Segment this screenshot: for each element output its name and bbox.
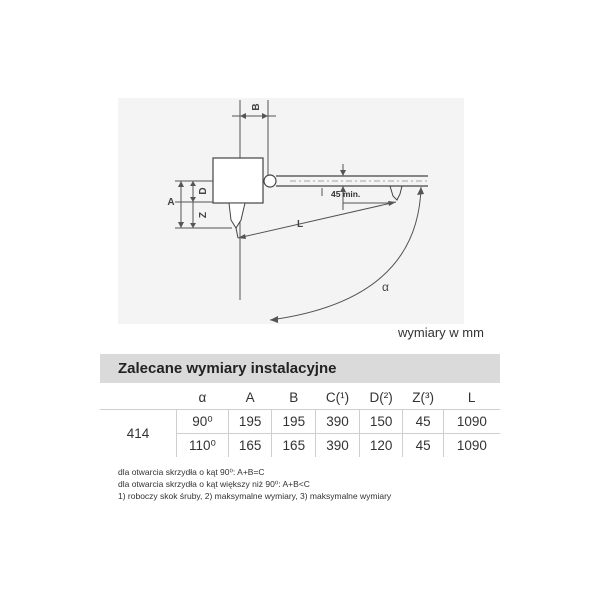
header-c: C(¹) [325,390,350,405]
units-note: wymiary w mm [398,325,484,340]
table-title-bar [100,354,500,383]
table-cell: 195 [272,410,316,434]
b-label: B [251,103,262,111]
table-cell: 165 [228,434,272,458]
header-z: Z(³) [412,390,434,405]
footnote-line: dla otwarcia skrzydła o kąt 90⁰: A+B=C [118,467,265,477]
table-cell: 110⁰ [177,434,229,458]
table-cell: 390 [316,434,360,458]
footnotes [118,466,391,502]
dimensions-table [100,386,500,457]
table-cell: 45 [403,434,443,458]
motor-housing [213,158,263,203]
table-cell: 120 [359,434,403,458]
table-title: Zalecane wymiary instalacyjne [118,360,337,377]
a-label: A [167,197,175,208]
l-label: L [296,219,304,230]
header-b: B [289,390,299,405]
footnote-line: 1) roboczy skok śruby, 2) maksymalne wymiary, 3) maksymalne wymiary [118,491,392,501]
diagram-background [118,98,464,324]
d-label: D [198,187,209,195]
table-cell: 45 [403,410,443,434]
min-label: 45 min. [331,189,361,199]
header-d: D(²) [369,390,393,405]
header-a: A [245,390,255,405]
footnote-line: dla otwarcia skrzydła o kąt większy niż 90⁰: A+B<C [118,479,310,489]
alpha-label: α [382,280,389,294]
table-cell: 1090 [443,410,500,434]
table-cell: 165 [272,434,316,458]
table-cell: 390 [316,410,360,434]
z-label: Z [198,211,209,219]
table-cell: 150 [359,410,403,434]
table-header-row [100,386,500,410]
table-cell: 1090 [443,434,500,458]
header-l: L [467,390,476,405]
arm-pivot [264,175,276,187]
model-cell: 414 [100,410,177,458]
header-alpha: α [198,390,207,405]
table-cell: 195 [228,410,272,434]
table-cell: 90⁰ [177,410,229,434]
table-row [100,410,500,434]
header-empty [100,386,177,410]
